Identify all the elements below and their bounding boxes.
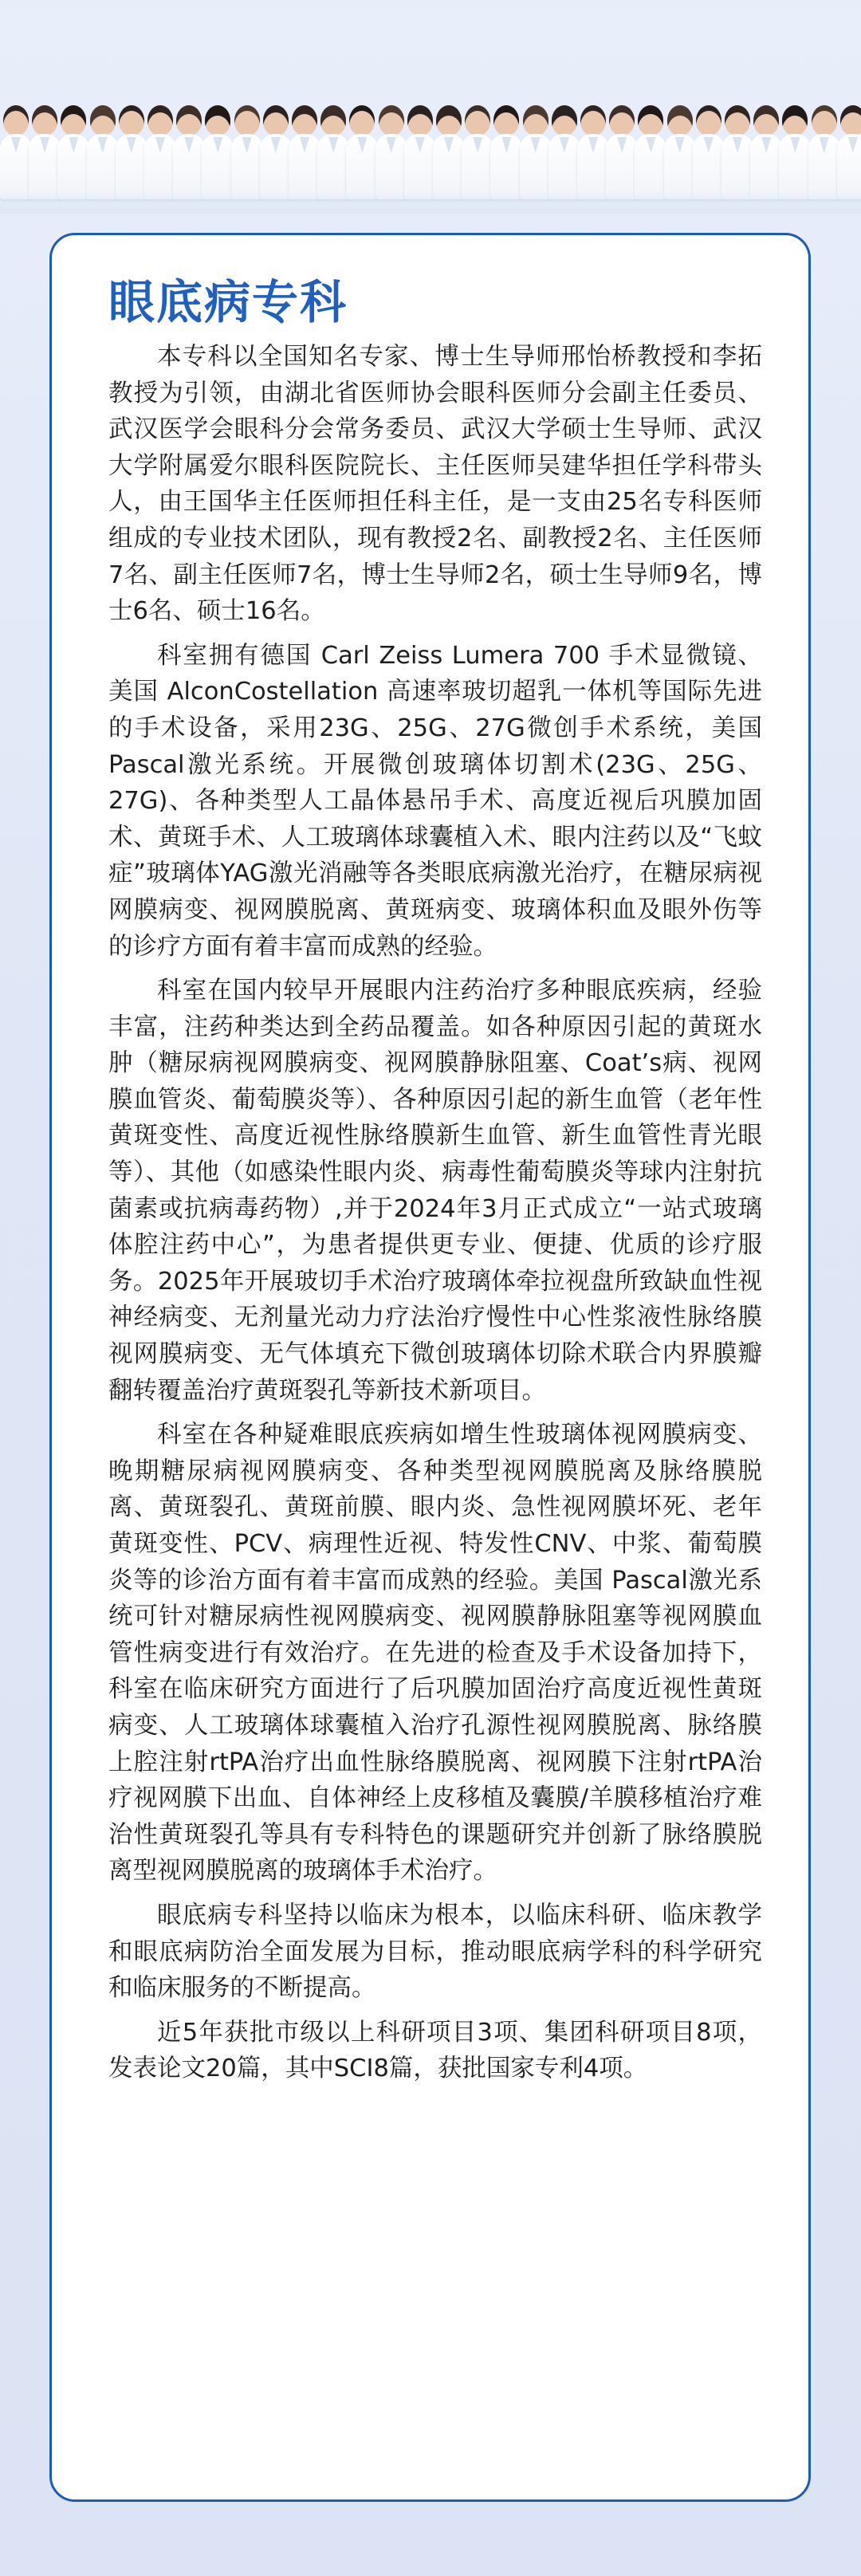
staff-portrait-head [580,105,606,136]
staff-portrait-head [263,105,289,136]
staff-portrait [404,105,428,199]
staff-portrait [289,105,313,199]
staff-portrait [808,105,832,199]
staff-portrait-head [753,105,779,136]
staff-portrait-head [840,105,861,136]
staff-portrait-head [638,105,663,136]
staff-portrait [548,105,572,199]
staff-photo-strip [0,96,861,199]
staff-portrait [779,105,803,199]
staff-portrait [721,105,745,199]
staff-strip-fade [0,190,861,214]
staff-portrait-head [407,105,433,136]
staff-portrait-head [147,105,173,136]
staff-portrait-head [436,105,462,136]
staff-portrait [490,105,514,199]
staff-portrait [144,105,168,199]
staff-portrait [837,105,861,199]
staff-portrait [57,105,81,199]
staff-portrait-head [205,105,230,136]
staff-portrait [664,105,688,199]
staff-portrait-head [119,105,144,136]
staff-portrait-head [725,105,750,136]
department-card [49,233,811,2502]
staff-portrait-head [696,105,721,136]
paragraph-team: 本专科以全国知名专家、博士生导师邢怡桥教授和李拓教授为引领，由湖北省医师协会眼科医师分会副主任委员、武汉医学会眼科分会常务委员、武汉大学硕士生导师、武汉大学附属爱尔眼科医院院长、主任医师吴建华担任学科带头人，由王国华主任医师担任科主任，是一支由25名专科医师组成的专业技术团队，现有教授2名、副教授2名、主任医师7名、副主任医师7名，博士生导师2名，硕士生导师9名，博士6名、硕士16名。 [108,343,762,626]
staff-portrait [606,105,630,199]
staff-portrait-head [349,105,375,136]
paragraph-goals: 眼底病专科坚持以临床为根本，以临床科研、临床教学和眼底病防治全面发展为目标，推动眼底病学科的科学研究和临床服务的不断提高。 [108,1901,762,2003]
staff-portrait-head [667,105,693,136]
staff-portrait-head [523,105,548,136]
staff-portrait [520,105,544,199]
staff-portrait-head [812,105,837,136]
staff-portrait-head [320,105,346,136]
staff-portrait [346,105,370,199]
paragraph-achievements: 近5年获批市级以上科研项目3项、集团科研项目8项，发表论文20篇，其中SCI8篇，获批国家专利4项。 [108,2018,762,2083]
staff-portrait-head [552,105,577,136]
staff-portrait [87,105,111,199]
staff-portrait [173,105,197,199]
department-description [108,339,762,2095]
staff-portrait-head [782,105,808,136]
staff-portrait-head [90,105,116,136]
staff-portrait [693,105,717,199]
staff-portrait-head [292,105,317,136]
paragraph-injection-therapy: 科室在国内较早开展眼内注药治疗多种眼底疾病，经验丰富，注药种类达到全药品覆盖。如各种原因引起的黄斑水肿（糖尿病视网膜病变、视网膜静脉阻塞、Coat’s病、视网膜血管炎、葡萄膜炎等）、各种原因引起的新生血管（老年性黄斑变性、高度近视性脉络膜新生血管、新生血管性青光眼等）、其他（如感染性眼内炎、病毒性葡萄膜炎等球内注射抗菌素或抗病毒药物）,并于2024年3月正式成立“一站式玻璃体腔注药中心”，为患者提供更专业、便捷、优质的诊疗服务。2025年开展玻切手术治疗玻璃体牵拉视盘所致缺血性视神经病变、无剂量光动力疗法治疗慢性中心性浆液性脉络膜视网膜病变、无气体填充下微创玻璃体切除术联合内界膜瓣翻转覆盖治疗黄斑裂孔等新技术新项目。 [108,977,762,1405]
staff-portrait [116,105,140,199]
staff-portrait-head [3,105,29,136]
staff-portrait-head [32,105,57,136]
staff-portrait-head [609,105,635,136]
department-title: 眼底病专科 [108,275,348,329]
paragraph-equipment: 科室拥有德国 Carl Zeiss Lumera 700 手术显微镜、美国 AlconCostellation 高速率玻切超乳一体机等国际先进的手术设备，采用23G、25G、27G微创手术系统，美国 Pascal激光系统。开展微创玻璃体切割术(23G、25G、27G)、各种类型人工晶体悬吊手术、高度近视后巩膜加固术、黄斑手术、人工玻璃体球囊植入术、眼内注药以及“飞蚊症”玻璃体YAG激光消融等各类眼底病激光治疗，在糖尿病视网膜病变、视网膜脱离、黄斑病变、玻璃体积血及眼外伤等的诊疗方面有着丰富而成熟的经验。 [108,641,762,961]
staff-portrait [29,105,53,199]
staff-portrait [317,105,341,199]
paragraph-difficult-cases: 科室在各种疑难眼底疾病如增生性玻璃体视网膜病变、晚期糖尿病视网膜病变、各种类型视网膜脱离及脉络膜脱离、黄斑裂孔、黄斑前膜、眼内炎、急性视网膜坏死、老年黄斑变性、PCV、病理性近视、特发性CNV、中浆、葡萄膜炎等的诊治方面有着丰富而成熟的经验。美国 Pascal激光系统可针对糖尿病性视网膜病变、视网膜静脉阻塞等视网膜血管性病变进行有效治疗。在先进的检查及手术设备加持下，科室在临床研究方面进行了后巩膜加固治疗高度近视性黄斑病变、人工玻璃体球囊植入治疗孔源性视网膜脱离、脉络膜上腔注射rtPA治疗出血性脉络膜脱离、视网膜下注射rtPA治疗视网膜下出血、自体神经上皮移植及囊膜/羊膜移植治疗难治性黄斑裂孔等具有专科特色的课题研究并创新了脉络膜脱离型视网膜脱离的玻璃体手术治疗。 [108,1421,762,1886]
staff-portrait [375,105,399,199]
staff-portrait [462,105,486,199]
staff-portrait [433,105,457,199]
staff-portrait-head [176,105,202,136]
staff-portrait-head [234,105,260,136]
staff-portrait [202,105,226,199]
staff-portrait [0,105,24,199]
staff-portrait-head [379,105,404,136]
staff-portrait-head [61,105,86,136]
staff-portrait [750,105,774,199]
staff-portrait [231,105,255,199]
staff-portrait [635,105,659,199]
staff-portrait [577,105,601,199]
staff-portrait [260,105,284,199]
staff-portrait-head [493,105,519,136]
staff-portrait-head [465,105,490,136]
